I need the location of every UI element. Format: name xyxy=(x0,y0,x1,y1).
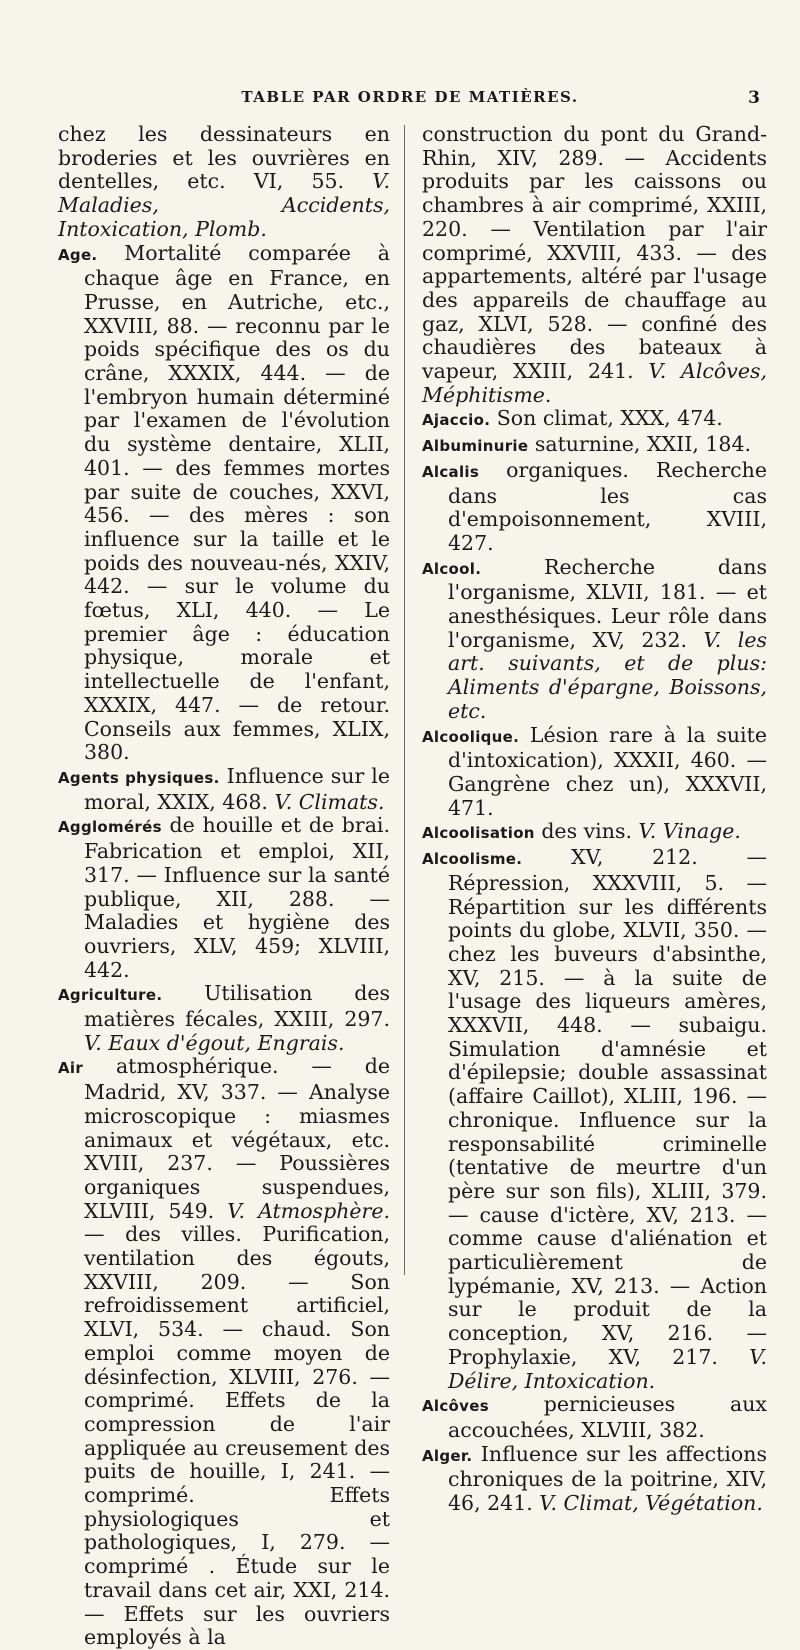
index-entry-air xyxy=(58,1055,390,1650)
index-entry-agents-physiques xyxy=(58,765,390,814)
index-entry-ajaccio xyxy=(422,407,767,433)
cross-reference: V. Vinage. xyxy=(638,819,741,844)
entry-term: Air xyxy=(58,1059,84,1078)
entry-term: Alcoolisation xyxy=(422,824,535,843)
entry-text: atmosphérique. — de Madrid, XV, 337. — Analyse microscopique : miasmes animaux et végétaux, etc. XVIII, 237. — Poussières organiques suspendues, XLVIII, 549. xyxy=(83,1054,390,1223)
running-title: TABLE PAR ORDRE DE MATIÈRES. xyxy=(241,88,579,106)
cross-reference: V. Alcôves, Méphitisme. xyxy=(422,359,767,407)
entry-term: Alger. xyxy=(422,1446,473,1465)
index-entry-age xyxy=(58,242,390,765)
entry-term: Agriculture. xyxy=(58,986,163,1005)
entry-text: organiques. Recherche dans les cas d'empoisonnement, XVIII, 427. xyxy=(448,457,767,555)
entry-term: Agents physiques. xyxy=(58,768,220,787)
index-entry-agglomeres xyxy=(58,814,390,982)
entry-text: Son climat, XXX, 474. xyxy=(490,406,723,431)
left-column xyxy=(58,123,390,1650)
page-number: 3 xyxy=(748,88,760,108)
cross-reference: V. Atmosphère. xyxy=(227,1198,390,1223)
entry-term: Alcoolique. xyxy=(422,727,520,746)
index-entry-alger xyxy=(422,1443,767,1516)
index-entry-agriculture xyxy=(58,982,390,1055)
cross-reference: V. Eaux d'égout, Engrais. xyxy=(84,1030,345,1055)
entry-term: Ajaccio. xyxy=(422,411,491,430)
entry-text: Utilisation des matières fécales, XXIII, 297. xyxy=(84,981,390,1032)
entry-term: Alcôves xyxy=(422,1397,489,1416)
index-entry-alcalis xyxy=(422,459,767,556)
index-entry-alcool xyxy=(422,556,767,724)
entry-text: Lésion rare à la suite d'intoxication), XXXII, 460. — Gangrène chez un), XXXVII, 471. xyxy=(448,722,767,820)
entry-text: — des villes. Purification, ventilation des égouts, XXVIII, 209. — Son refroidissement artificiel, XLVI, 534. — chaud. Son emploi comme moyen de désinfection, XLVIII, 276. — comprimé. Effets de la compression de l'air appliquée au creusement des puits de houille, I, 241. — comprimé. Effets physiologiques et pathologiques, I, 279. — comprimé . Étude sur le travail dans cet air, XXI, 214. — Effets sur les ouvriers employés à la xyxy=(84,1222,390,1650)
index-entry-continuation xyxy=(58,123,390,242)
entry-text: saturnine, XXII, 184. xyxy=(528,432,751,457)
entry-text: Influence sur le moral, XXIX, 468. xyxy=(84,763,390,814)
entry-term: Age. xyxy=(58,245,98,264)
cross-reference: V. les art. suivants, et de plus: Aliments d'épargne, Boissons, etc. xyxy=(448,627,767,723)
cross-reference: V. Climat, Végétation. xyxy=(539,1491,763,1516)
cross-reference: V. Maladies, Accidents, Intoxication, Plomb. xyxy=(58,169,390,241)
entry-text: construction du pont du Grand-Rhin, XIV, 289. — Accidents produits par les caissons ou chambres à air comprimé, XXIII, 220. — Ventilation par l'air comprimé, XXVIII, 433. — des appartements, altéré par l'usage des appareils de chauffage au gaz, XLVI, 528. — confiné des chaudières des bateaux à vapeur, XXIII, 241. xyxy=(422,122,767,384)
entry-text: pernicieuses aux accouchées, XLVIII, 382. xyxy=(448,1392,767,1442)
entry-text: des vins. xyxy=(534,819,639,844)
entry-text: Influence sur les affections chroniques de la poitrine, XIV, 46, 241. xyxy=(448,1441,767,1516)
column-divider xyxy=(404,125,405,1275)
entry-text: Recherche dans l'organisme, XLVII, 181. — et anesthésiques. Leur rôle dans l'organisme, XV, 232. xyxy=(448,554,767,652)
cross-reference: V. Délire, Intoxication. xyxy=(448,1344,767,1393)
entry-text: XV, 212. — Répression, XXXVIII, 5. — Répartition sur les différents points du globe, XLVII, 350. — chez les buveurs d'absinthe, XV, 215. — à la suite de l'usage des liqueurs amères, XXXVII, 448. — subaigu. Simulation d'amnésie et d'épilepsie; double assassinat (affaire Caillot), XLIII, 196. — chronique. Influence sur la responsabilité criminelle (tentative de meurtre d'un père sur son fils), XLIII, 379. — cause d'ictère, XV, 213. — comme cause d'aliénation et particulièrement de lypémanie, XV, 213. — Action sur le produit de la conception, XV, 216. — Prophylaxie, XV, 217. xyxy=(448,845,767,1369)
index-entry-continuation xyxy=(422,123,767,407)
index-entry-alcoves xyxy=(422,1393,767,1442)
entry-text: Mortalité comparée à chaque âge en France, en Prusse, en Autriche, etc., XXVIII, 88. — reconnu par le poids spécifique des os du crâne, XXXIX, 444. — de l'embryon humain déterminé par l'examen de l'évolution du système dentaire, XLII, 401. — des femmes mortes par suite de couches, XXVI, 456. — des mères : son influence sur la taille et le poids des nouveau-nés, XXIV, 442. — sur le volume du fœtus, XLI, 440. — Le premier âge : éducation physique, morale et intellectuelle de l'enfant, XXXIX, 447. — de retour. Conseils aux femmes, XLIX, 380. xyxy=(84,240,390,765)
entry-text: de houille et de brai. Fabrication et emploi, XII, 317. — Influence sur la santé publique, XII, 288. — Maladies et hygiène des ouvriers, XLV, 459; XLVIII, 442. xyxy=(84,813,390,982)
entry-term: Alcool. xyxy=(422,559,482,578)
index-entry-alcoolisme xyxy=(422,846,767,1393)
entry-text: chez les dessinateurs en broderies et les ouvrières en dentelles, etc. VI, 55. xyxy=(58,122,390,194)
cross-reference: V. Climats. xyxy=(274,789,385,814)
index-entry-alcoolisation xyxy=(422,820,767,846)
right-column xyxy=(422,123,767,1516)
entry-term: Albuminurie xyxy=(422,437,529,456)
page-header xyxy=(60,88,760,114)
entry-term: Alcoolisme. xyxy=(422,850,523,869)
entry-term: Agglomérés xyxy=(58,818,162,837)
index-entry-alcoolique xyxy=(422,724,767,821)
index-entry-albuminurie xyxy=(422,433,767,459)
entry-term: Alcalis xyxy=(422,462,480,481)
